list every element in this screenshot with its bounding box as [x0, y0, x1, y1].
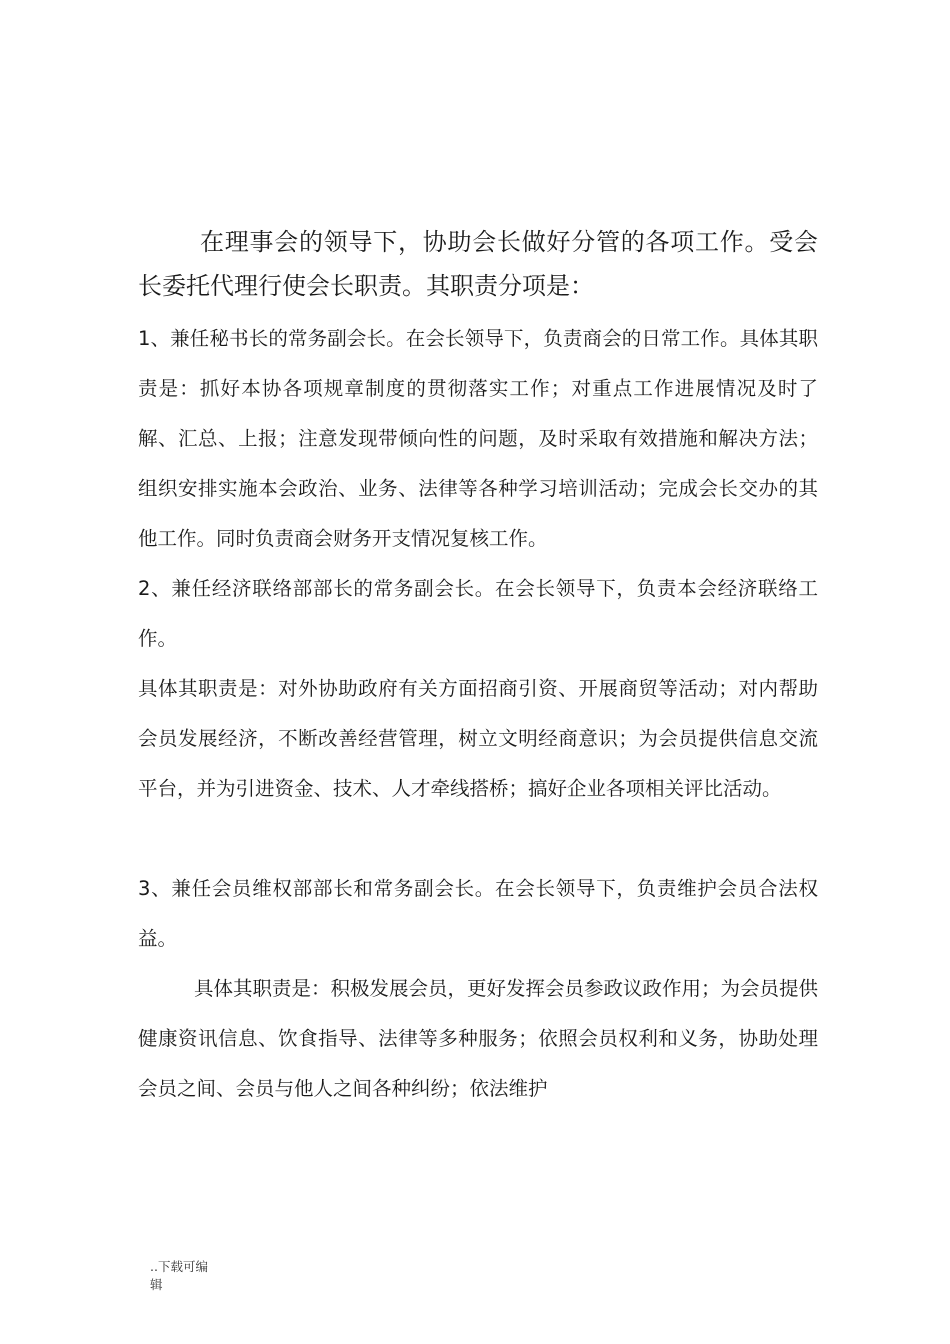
paragraph-4: 3、兼任会员维权部部长和常务副会长。在会长领导下，负责维护会员合法权益。 [138, 877, 818, 950]
intro-paragraph: 在理事会的领导下，协助会长做好分管的各项工作。受会长委托代理行使会长职责。其职责分项是： [138, 228, 818, 300]
paragraph-2: 2、兼任经济联络部部长的常务副会长。在会长领导下，负责本会经济联络工作。 [138, 577, 818, 650]
paragraph-3: 具体其职责是：对外协助政府有关方面招商引资、开展商贸等活动；对内帮助会员发展经济，不断改善经营管理，树立文明经商意识；为会员提供信息交流平台，并为引进资金、技术、人才牵线搭桥；搞好企业各项相关评比活动。 [138, 677, 818, 800]
footer-note: ..下载可编辑 [150, 1259, 208, 1292]
paragraph-1: 1、兼任秘书长的常务副会长。在会长领导下，负责商会的日常工作。具体其职责是：抓好本协各项规章制度的贯彻落实工作；对重点工作进展情况及时了解、汇总、上报；注意发现带倾向性的问题，及时采取有效措施和解决方法；组织安排实施本会政治、业务、法律等各种学习培训活动；完成会长交办的其他工作。同时负责商会财务开支情况复核工作。 [138, 327, 818, 550]
paragraph-5: 具体其职责是：积极发展会员，更好发挥会员参政议政作用；为会员提供健康资讯信息、饮食指导、法律等多种服务；依照会员权利和义务，协助处理会员之间、会员与他人之间各种纠纷；依法维护 [138, 977, 819, 1100]
